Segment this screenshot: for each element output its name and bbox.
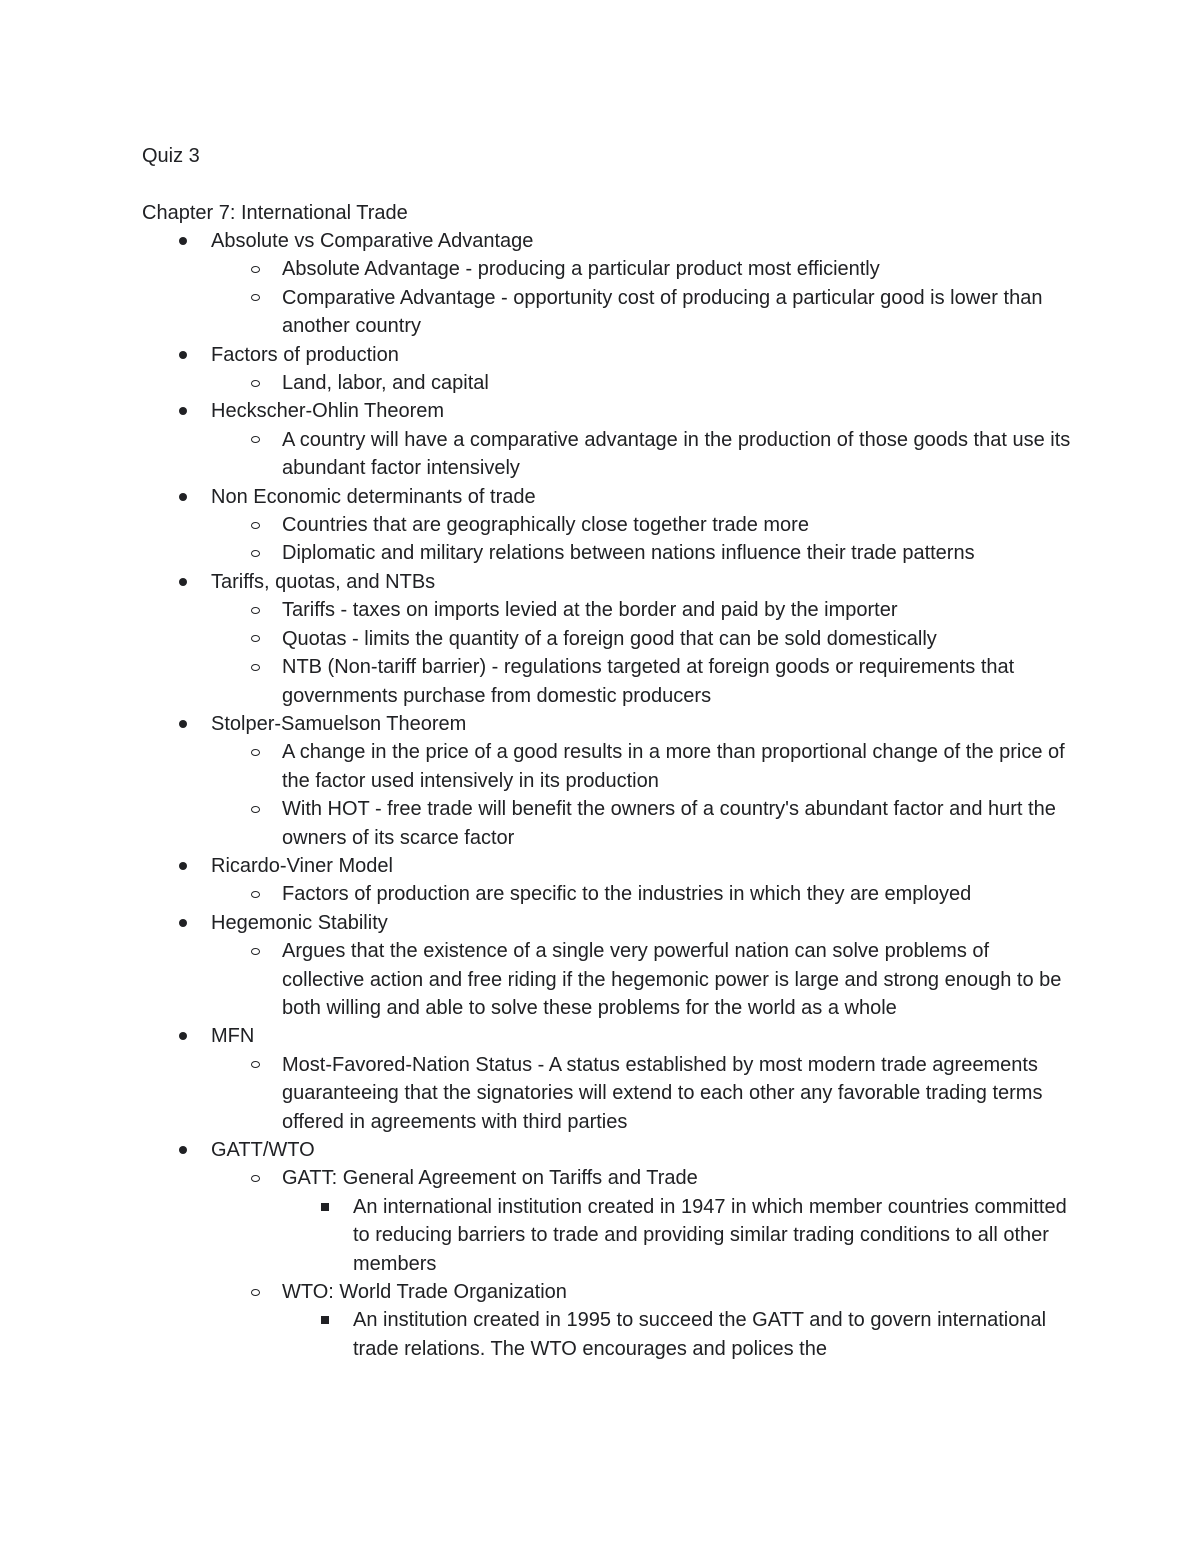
list-item-text: Quotas - limits the quantity of a foreign good that can be sold domestically	[282, 627, 937, 650]
list-item-level-2	[0, 653, 1200, 710]
list-item-level-2	[0, 1164, 1200, 1278]
list-item-level-1	[0, 909, 1200, 1023]
list-item-text: Stolper-Samuelson Theorem	[211, 712, 467, 735]
page-title: Quiz 3	[142, 145, 200, 167]
list-item-text: Absolute vs Comparative Advantage	[211, 230, 534, 252]
list-item-text: NTB (Non-tariff barrier) - regulations targeted at foreign goods or requirements that governments purchase from domestic producers	[282, 656, 1015, 707]
hollow-bullet-icon	[248, 625, 262, 653]
nested-list	[211, 1051, 1200, 1136]
list-item-text: GATT: General Agreement on Tariffs and Trade	[282, 1167, 698, 1190]
list-item-level-2	[0, 255, 1200, 283]
list-item-text: With HOT - free trade will benefit the owners of a country's abundant factor and hurt the owners of its scarce factor	[282, 798, 1056, 849]
hollow-bullet-icon	[248, 795, 262, 823]
list-item-level-2	[0, 738, 1200, 795]
list-item-text: GATT/WTO	[211, 1139, 315, 1161]
list-item-text: Tariffs - taxes on imports levied at the border and paid by the importer	[282, 599, 898, 622]
nested-list	[211, 937, 1200, 1022]
list-item-level-2	[0, 880, 1200, 908]
list-item-level-2	[0, 596, 1200, 624]
filled-bullet-icon	[176, 227, 190, 255]
list-item-text: A country will have a comparative advantage in the production of those goods that use its abundant factor intensively	[282, 428, 1071, 480]
list-item-level-1	[0, 397, 1200, 482]
nested-list	[211, 1164, 1200, 1363]
list-item-level-2	[0, 539, 1200, 567]
hollow-bullet-icon	[248, 426, 262, 454]
hollow-bullet-icon	[248, 255, 262, 283]
square-bullet-icon	[318, 1306, 332, 1334]
hollow-bullet-icon	[248, 653, 262, 681]
list-item-level-2	[0, 937, 1200, 1022]
list-item-level-1	[0, 1136, 1200, 1363]
list-item-text: An international institution created in 1947 in which member countries committed to reducing barriers to trade and providing similar trading conditions to all other members	[353, 1195, 1067, 1275]
list-item-level-2	[0, 426, 1200, 483]
list-item-text: Most-Favored-Nation Status - A status established by most modern trade agreements guaranteeing that the signatories will extend to each other any favorable trading terms offered in agreements with third parties	[282, 1053, 1043, 1133]
list-item-text: Ricardo-Viner Model	[211, 854, 393, 877]
filled-bullet-icon	[176, 909, 190, 937]
list-item-level-1	[0, 227, 1200, 341]
list-item-text: MFN	[211, 1025, 255, 1048]
hollow-bullet-icon	[248, 1051, 262, 1079]
hollow-bullet-icon	[248, 511, 262, 539]
list-item-level-3	[0, 1193, 1200, 1278]
list-item-text: Argues that the existence of a single very powerful nation can solve problems of collective action and free riding if the hegemonic power is large and strong enough to be both willing and able to solve these problems for the world as a whole	[282, 940, 1062, 1019]
list-item-text: Factors of production	[211, 343, 399, 366]
filled-bullet-icon	[176, 341, 190, 369]
nested-list	[211, 369, 1200, 397]
list-item-text: Comparative Advantage - opportunity cost of producing a particular good is lower than another country	[282, 286, 1043, 338]
list-item-level-1	[0, 852, 1200, 909]
list-item-level-1	[0, 568, 1200, 710]
chapter-heading: Chapter 7: International Trade	[142, 202, 408, 224]
nested-list	[211, 255, 1200, 340]
list-item-level-3	[0, 1306, 1200, 1363]
hollow-bullet-icon	[248, 284, 262, 312]
list-item-text: Countries that are geographically close together trade more	[282, 514, 809, 537]
list-item-level-1	[0, 341, 1200, 398]
list-item-level-2	[0, 369, 1200, 397]
list-item-text: Diplomatic and military relations between nations influence their trade patterns	[282, 542, 975, 565]
nested-list	[211, 738, 1200, 852]
hollow-bullet-icon	[248, 539, 262, 567]
hollow-bullet-icon	[248, 596, 262, 624]
outline-list	[0, 227, 1200, 1363]
nested-list	[211, 596, 1200, 710]
list-item-level-2	[0, 511, 1200, 539]
list-item-level-1	[0, 483, 1200, 568]
list-item-level-2	[0, 795, 1200, 852]
nested-list	[282, 1306, 1200, 1363]
list-item-level-2	[0, 1051, 1200, 1136]
hollow-bullet-icon	[248, 369, 262, 397]
hollow-bullet-icon	[248, 1278, 262, 1306]
list-item-level-1	[0, 1022, 1200, 1136]
list-item-text: Heckscher-Ohlin Theorem	[211, 400, 445, 423]
nested-list	[211, 426, 1200, 483]
filled-bullet-icon	[176, 568, 190, 596]
list-item-text: Tariffs, quotas, and NTBs	[211, 570, 436, 593]
hollow-bullet-icon	[248, 738, 262, 766]
filled-bullet-icon	[176, 1136, 190, 1164]
nested-list	[211, 511, 1200, 568]
hollow-bullet-icon	[248, 937, 262, 965]
list-item-level-2	[0, 1278, 1200, 1363]
square-bullet-icon	[318, 1193, 332, 1221]
filled-bullet-icon	[176, 852, 190, 880]
hollow-bullet-icon	[248, 1164, 262, 1192]
list-item-text: Land, labor, and capital	[282, 372, 489, 395]
filled-bullet-icon	[176, 710, 190, 738]
list-item-level-1	[0, 710, 1200, 852]
list-item-text: Absolute Advantage - producing a particular product most efficiently	[282, 258, 880, 281]
list-item-text: Factors of production are specific to the industries in which they are employed	[282, 883, 972, 906]
list-item-text: Non Economic determinants of trade	[211, 485, 536, 508]
list-item-text: An institution created in 1995 to succeed the GATT and to govern international trade relations. The WTO encourages and polices the	[353, 1309, 1047, 1360]
list-item-level-2	[0, 284, 1200, 341]
nested-list	[282, 1193, 1200, 1278]
nested-list	[211, 880, 1200, 908]
filled-bullet-icon	[176, 1022, 190, 1050]
hollow-bullet-icon	[248, 880, 262, 908]
filled-bullet-icon	[176, 397, 190, 425]
filled-bullet-icon	[176, 483, 190, 511]
list-item-text: WTO: World Trade Organization	[282, 1281, 567, 1304]
list-item-text: A change in the price of a good results in a more than proportional change of the price of the factor used intensively in its production	[282, 741, 1065, 792]
list-item-level-2	[0, 625, 1200, 653]
list-item-text: Hegemonic Stability	[211, 911, 388, 934]
